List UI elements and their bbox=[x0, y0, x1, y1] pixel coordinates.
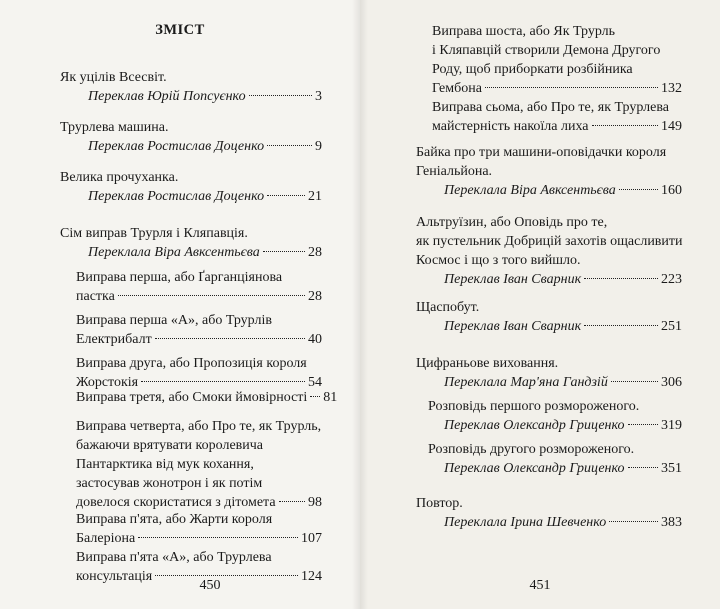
sub-entry-line: довелося скористатися з дітомета bbox=[76, 495, 276, 510]
translator-line bbox=[88, 137, 322, 156]
page-ref: 383 bbox=[661, 515, 682, 530]
page-ref: 251 bbox=[661, 319, 682, 334]
book-gutter bbox=[352, 0, 368, 609]
entry-title-line: Розповідь другого розмороженого. bbox=[428, 442, 635, 457]
sub-entry-line: пастка bbox=[76, 289, 115, 304]
toc-title: ЗМІСТ bbox=[155, 22, 205, 38]
page-number: 450 bbox=[199, 578, 221, 593]
dot-leader bbox=[279, 501, 305, 502]
dot-leader bbox=[155, 575, 298, 576]
dot-leader bbox=[155, 338, 305, 339]
sub-entry-last-line bbox=[432, 79, 682, 98]
sub-entry-line: Пантарктика від мук кохання, bbox=[76, 457, 254, 472]
entry-title-line: Повтор. bbox=[416, 496, 463, 511]
sub-entry-line: застосував жонотрон і як потім bbox=[76, 476, 263, 491]
sub-entry bbox=[76, 417, 322, 512]
page-ref: 124 bbox=[301, 569, 322, 584]
translator-line bbox=[444, 270, 682, 289]
sub-entry-last-line bbox=[76, 330, 322, 349]
page-ref: 9 bbox=[315, 139, 322, 154]
toc-entry bbox=[416, 213, 682, 289]
dot-leader bbox=[310, 396, 320, 397]
sub-entry-line: Виправа п'ята «А», або Трурлева bbox=[76, 550, 272, 565]
right-page bbox=[360, 0, 720, 609]
page-ref: 21 bbox=[308, 189, 322, 204]
translator-line bbox=[88, 243, 322, 262]
sub-entry bbox=[432, 22, 682, 98]
sub-entry-line: і Кляпавцій створили Демона Другого bbox=[432, 43, 661, 58]
dot-leader bbox=[485, 87, 658, 88]
translator: Переклала Віра Авксентьєва bbox=[88, 245, 260, 260]
entry-title-line: Щаспобут. bbox=[416, 300, 480, 315]
page-ref: 306 bbox=[661, 375, 682, 390]
sub-entry bbox=[76, 268, 322, 306]
translator-line bbox=[444, 181, 682, 200]
toc-entry bbox=[416, 354, 682, 392]
page-number: 451 bbox=[529, 578, 551, 593]
sub-entry-line: майстерність накоїла лиха bbox=[432, 119, 589, 134]
toc-entry bbox=[60, 168, 322, 206]
translator: Переклав Юрій Попсуєнко bbox=[88, 89, 246, 104]
entry-title: Трурлева машина. bbox=[60, 120, 169, 135]
sub-entry-last-line bbox=[76, 529, 322, 548]
entry-title-line: Байка про три машини-оповідачки короля bbox=[416, 145, 667, 160]
page-ref: 132 bbox=[661, 81, 682, 96]
toc-entry bbox=[416, 494, 682, 532]
translator-line bbox=[88, 187, 322, 206]
translator: Переклав Іван Сварник bbox=[444, 319, 582, 334]
sub-entry-line: Виправа перша, або Ґарганціянова bbox=[76, 270, 283, 285]
dot-leader bbox=[138, 537, 298, 538]
toc-entry bbox=[416, 298, 682, 336]
entry-title-line: Альтруїзин, або Оповідь про те, bbox=[416, 215, 608, 230]
dot-leader bbox=[141, 381, 305, 382]
sub-entry-line: Виправа четверта, або Про те, як Трурль, bbox=[76, 419, 322, 434]
dot-leader bbox=[619, 189, 658, 190]
sub-entry-line: бажаючи врятувати королевича bbox=[76, 438, 264, 453]
sub-entry bbox=[76, 510, 322, 548]
toc-entry bbox=[60, 118, 322, 156]
page-ref: 54 bbox=[308, 375, 322, 390]
sub-entry-last-line bbox=[76, 388, 338, 407]
dot-leader bbox=[249, 95, 312, 96]
sub-entry bbox=[432, 98, 682, 136]
sub-entry-line: Виправа п'ята, або Жарти короля bbox=[76, 512, 273, 527]
translator: Переклав Іван Сварник bbox=[444, 272, 582, 287]
nested-entry bbox=[428, 397, 682, 435]
sub-entry-line: Виправа перша «А», або Трурлів bbox=[76, 313, 272, 328]
page-ref: 81 bbox=[323, 390, 338, 405]
entry-title-line: Космос і що з того вийшло. bbox=[416, 253, 581, 268]
page-ref: 149 bbox=[661, 119, 682, 134]
page-ref: 160 bbox=[661, 183, 682, 198]
translator-line bbox=[444, 513, 682, 532]
dot-leader bbox=[611, 381, 658, 382]
dot-leader bbox=[628, 424, 659, 425]
sub-entry-line: Балеріона bbox=[76, 531, 136, 546]
sub-entry bbox=[76, 388, 338, 407]
sub-entry-line: консультація bbox=[76, 569, 153, 584]
sub-entry-last-line bbox=[76, 287, 322, 306]
entry-title: Велика прочуханка. bbox=[60, 170, 179, 185]
translator: Переклала Ірина Шевченко bbox=[444, 515, 607, 530]
translator-line bbox=[444, 459, 682, 478]
toc-entry bbox=[60, 224, 322, 262]
translator: Переклав Олександр Гриценко bbox=[444, 461, 625, 476]
sub-entry-line: Жорстокія bbox=[76, 375, 139, 390]
entry-title-line: Розповідь першого розмороженого. bbox=[428, 399, 640, 414]
page-ref: 351 bbox=[661, 461, 682, 476]
sub-entry-line: Роду, щоб приборкати розбійника bbox=[432, 62, 633, 77]
page-ref: 28 bbox=[308, 245, 322, 260]
page-ref: 3 bbox=[315, 89, 322, 104]
entry-title: Сім виправ Трурля і Кляпавція. bbox=[60, 226, 248, 241]
translator: Переклав Олександр Гриценко bbox=[444, 418, 625, 433]
sub-entry-line: Виправа третя, або Смоки ймовірності bbox=[76, 390, 308, 405]
translator: Переклала Віра Авксентьєва bbox=[444, 183, 616, 198]
dot-leader bbox=[267, 195, 305, 196]
toc-entry bbox=[416, 143, 682, 200]
sub-entry-last-line bbox=[432, 117, 682, 136]
entry-title-line: Геніальйона. bbox=[416, 164, 493, 179]
page-ref: 28 bbox=[308, 289, 322, 304]
entry-title-line: Цифраньове виховання. bbox=[416, 356, 559, 371]
translator-line bbox=[444, 373, 682, 392]
translator: Переклав Ростислав Доценко bbox=[88, 189, 265, 204]
entry-title: Як уцілів Всесвіт. bbox=[60, 70, 167, 85]
page-ref: 40 bbox=[308, 332, 322, 347]
dot-leader bbox=[263, 251, 305, 252]
sub-entry bbox=[76, 311, 322, 349]
page-ref: 107 bbox=[301, 531, 322, 546]
page-ref: 98 bbox=[308, 495, 322, 510]
sub-entry-line: Гембона bbox=[432, 81, 482, 96]
sub-entry-line: Виправа сьома, або Про те, як Трурлева bbox=[432, 100, 669, 115]
translator-line bbox=[444, 317, 682, 336]
dot-leader bbox=[118, 295, 305, 296]
sub-entry bbox=[76, 354, 322, 392]
dot-leader bbox=[584, 278, 658, 279]
dot-leader bbox=[609, 521, 658, 522]
page-ref: 223 bbox=[661, 272, 682, 287]
dot-leader bbox=[267, 145, 312, 146]
dot-leader bbox=[592, 125, 658, 126]
translator: Переклав Ростислав Доценко bbox=[88, 139, 265, 154]
page-ref: 319 bbox=[661, 418, 682, 433]
dot-leader bbox=[628, 467, 659, 468]
entry-title-line: як пустельник Добрицій захотів ощасливити bbox=[416, 234, 683, 249]
sub-entry-line: Електрибалт bbox=[76, 332, 152, 347]
sub-entry-line: Виправа шоста, або Як Трурль bbox=[432, 24, 616, 39]
translator-line bbox=[88, 87, 322, 106]
translator: Переклала Мар'яна Гандзій bbox=[444, 375, 608, 390]
sub-entry-line: Виправа друга, або Пропозиція короля bbox=[76, 356, 307, 371]
toc-entry bbox=[60, 68, 322, 106]
dot-leader bbox=[584, 325, 658, 326]
translator-line bbox=[444, 416, 682, 435]
nested-entry bbox=[428, 440, 682, 478]
